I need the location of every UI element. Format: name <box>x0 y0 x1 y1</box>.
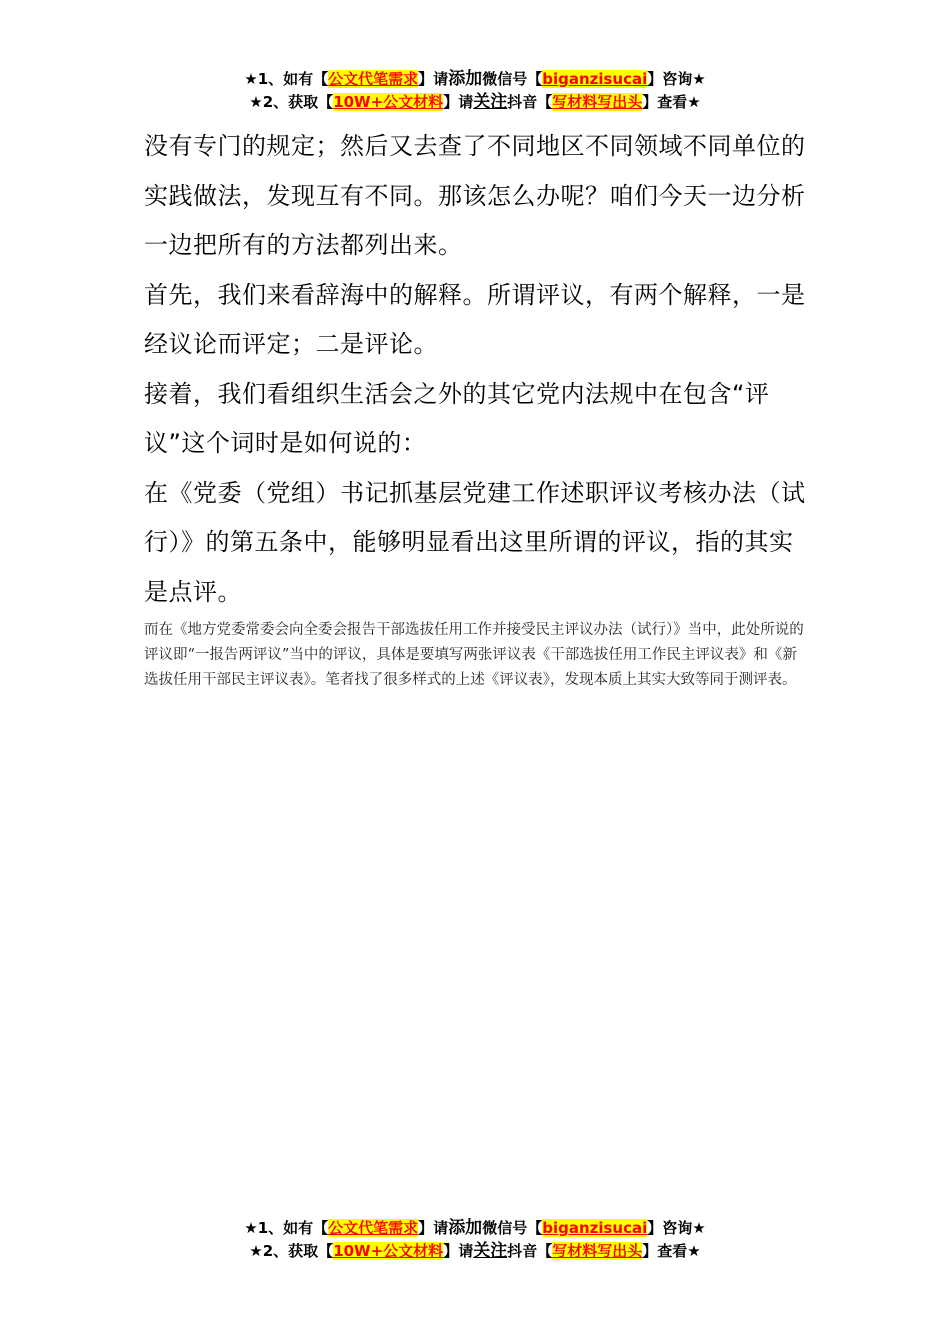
banner-text: 】请 <box>418 1219 449 1237</box>
header-banner <box>0 68 950 114</box>
banner-text: 微信号【 <box>482 70 543 88</box>
banner-line-1 <box>0 68 950 91</box>
banner-text: ★1、如有【 <box>244 1219 329 1237</box>
body-paragraph: 首先，我们来看辞海中的解释。所谓评议，有两个解释，一是经议论而评定；二是评论。 <box>144 280 806 358</box>
banner-line-2 <box>0 1240 950 1263</box>
body-paragraph: 接着，我们看组织生活会之外的其它党内法规中在包含“评议”这个词时是如何说的： <box>144 379 770 457</box>
banner-text: 】查看★ <box>642 1242 701 1260</box>
body-paragraph: 在《党委（党组）书记抓基层党建工作述职评议考核办法（试行）》的第五条中，能够明显看出这里所谓的评议，指的其实是点评。 <box>144 478 806 606</box>
banner-highlight: biganzisucai <box>542 1219 648 1237</box>
banner-text: 】咨询★ <box>647 70 706 88</box>
banner-emphasis: 关注 <box>473 92 508 112</box>
banner-line-2 <box>0 91 950 114</box>
banner-text: ★2、获取【 <box>249 93 334 111</box>
main-body <box>144 122 810 617</box>
banner-text: ★2、获取【 <box>249 1242 334 1260</box>
banner-highlight: 10W+公文材料 <box>333 93 444 111</box>
banner-text: 】咨询★ <box>647 1219 706 1237</box>
banner-text: 】请 <box>418 70 449 88</box>
banner-highlight: 写材料写出头 <box>552 93 643 111</box>
small-paragraph: 而在《地方党委常委会向全委会报告干部选拔任用工作并接受民主评议办法（试行）》当中，此处所说的评议即“一报告两评议”当中的评议，具体是要填写两张评议表《干部选拔任用工作民主评议表》和《新选拔任用干部民主评议表》。笔者找了很多样式的上述《评议表》，发现本质上其实大致等同于测评表。 <box>144 622 804 688</box>
banner-highlight: 公文代笔需求 <box>328 70 419 88</box>
banner-emphasis: 添加 <box>448 69 483 89</box>
banner-highlight: biganzisucai <box>542 70 648 88</box>
banner-highlight: 10W+公文材料 <box>333 1242 444 1260</box>
banner-text: ★1、如有【 <box>244 70 329 88</box>
banner-text: 】请 <box>443 93 474 111</box>
banner-text: 】查看★ <box>642 93 701 111</box>
footer-banner <box>0 1217 950 1263</box>
small-body <box>144 618 808 693</box>
banner-emphasis: 添加 <box>448 1218 483 1238</box>
banner-text: 抖音【 <box>507 93 553 111</box>
banner-emphasis: 关注 <box>473 1241 508 1261</box>
body-paragraph: 没有专门的规定；然后又去查了不同地区不同领域不同单位的实践做法，发现互有不同。那该怎么办呢？咱们今天一边分析一边把所有的方法都列出来。 <box>144 132 806 259</box>
banner-highlight: 公文代笔需求 <box>328 1219 419 1237</box>
banner-line-1 <box>0 1217 950 1240</box>
banner-text: 抖音【 <box>507 1242 553 1260</box>
banner-text: 微信号【 <box>482 1219 543 1237</box>
banner-text: 】请 <box>443 1242 474 1260</box>
banner-highlight: 写材料写出头 <box>552 1242 643 1260</box>
